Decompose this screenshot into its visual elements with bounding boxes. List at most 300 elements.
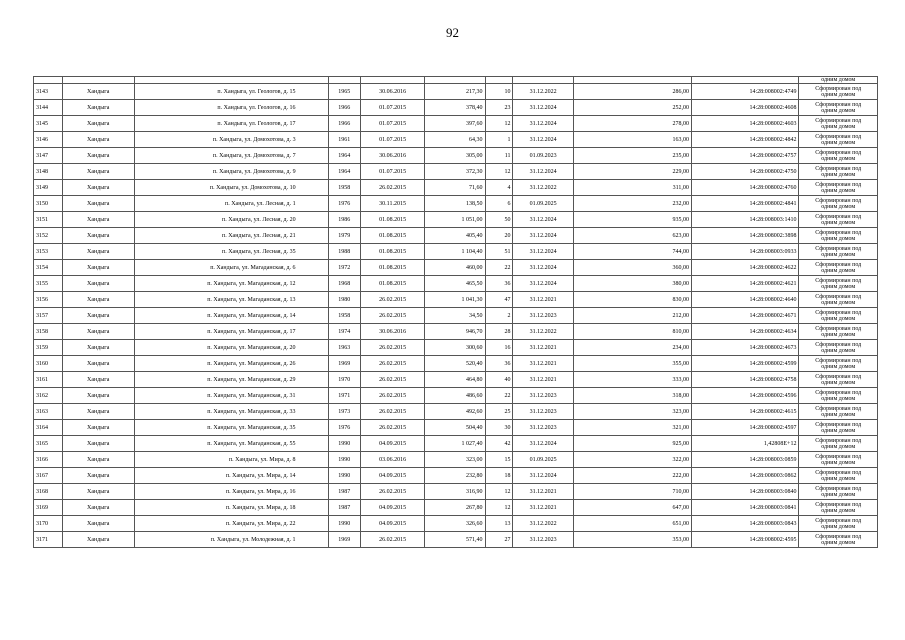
cell-area: 571,40	[425, 532, 485, 548]
cell-area: 316,90	[425, 484, 485, 500]
cell-locality: Хандыга	[63, 324, 135, 340]
cell-area: 378,40	[425, 100, 485, 116]
cell-cadastral-number: 14:28:008003:0862	[691, 468, 799, 484]
cell-year-built: 1963	[328, 340, 360, 356]
cell-residents: 47	[485, 292, 513, 308]
cell-residents: 36	[485, 356, 513, 372]
cell-land-area: 163,00	[573, 132, 691, 148]
cell-residents: 20	[485, 228, 513, 244]
cell-status-line: Сформирован под	[815, 293, 862, 300]
cell-number: 3160	[34, 356, 63, 372]
cell-date-end: 31.12.2022	[513, 324, 573, 340]
cell-residents: 10	[485, 84, 513, 100]
cell-year-built: 1969	[328, 532, 360, 548]
cell-status-line: Сформирован под	[815, 101, 862, 108]
cell-status	[799, 148, 878, 164]
cell-year-built: 1990	[328, 468, 360, 484]
cell-year-built: 1976	[328, 420, 360, 436]
cell-address: п. Хандыга, ул. Магаданская, д. 13	[135, 292, 329, 308]
cell-number: 3159	[34, 340, 63, 356]
cell-number: 3153	[34, 244, 63, 260]
cell-address: п. Хандыга, ул. Магаданская, д. 20	[135, 340, 329, 356]
cell-status-line: Сформирован под	[815, 245, 862, 252]
cell-status-line: одним домом	[821, 475, 856, 482]
cell-date-end: 31.12.2024	[513, 100, 573, 116]
cell-date-start: 04.09.2015	[360, 436, 425, 452]
cell-status	[799, 484, 878, 500]
cell-locality: Хандыга	[63, 372, 135, 388]
cell-land-area: 710,00	[573, 484, 691, 500]
cell-residents: 1	[485, 132, 513, 148]
cell-year-built: 1974	[328, 324, 360, 340]
cell-year-built: 1990	[328, 452, 360, 468]
cell-land-area: 651,00	[573, 516, 691, 532]
cell-area: 305,00	[425, 148, 485, 164]
cell-number: 3165	[34, 436, 63, 452]
cell-number: 3166	[34, 452, 63, 468]
cell-status-line: Сформирован под	[815, 469, 862, 476]
cell-date-start: 30.11.2015	[360, 196, 425, 212]
cell-number: 3158	[34, 324, 63, 340]
cell-cadastral-number: 14:28:008003:1410	[691, 212, 799, 228]
table-body	[34, 77, 878, 548]
cell-status-line: одним домом	[821, 523, 856, 530]
cell-date-start: 26.02.2015	[360, 420, 425, 436]
cell-year-built: 1958	[328, 180, 360, 196]
cell-area: 504,40	[425, 420, 485, 436]
cell-status-line: одним домом	[821, 123, 856, 130]
cell-address: п. Хандыга, ул. Магаданская, д. 55	[135, 436, 329, 452]
cell-year-built: 1969	[328, 356, 360, 372]
cell-land-area: 355,00	[573, 356, 691, 372]
cell-status-line: одним домом	[821, 331, 856, 338]
cell-status	[799, 292, 878, 308]
cell-number: 3143	[34, 84, 63, 100]
cell-address: п. Хандыга, ул. Магаданская, д. 12	[135, 276, 329, 292]
cell-status-line: одним домом	[821, 507, 856, 514]
cell-date-start: 26.02.2015	[360, 340, 425, 356]
cell-land-area: 212,00	[573, 308, 691, 324]
cell-date-end: 31.12.2023	[513, 388, 573, 404]
cell-locality: Хандыга	[63, 132, 135, 148]
cell-year-built: 1976	[328, 196, 360, 212]
cell-number: 3164	[34, 420, 63, 436]
cell-land-area: 229,00	[573, 164, 691, 180]
cell-cadastral-number: 14:28:008002:4640	[691, 292, 799, 308]
cell-year-built: 1971	[328, 388, 360, 404]
cell-status-line: Сформирован под	[815, 389, 862, 396]
cell-area: 71,60	[425, 180, 485, 196]
cell-residents: 18	[485, 468, 513, 484]
cell-area: 397,60	[425, 116, 485, 132]
cell-land-area: 234,00	[573, 340, 691, 356]
cell-status-line: Сформирован под	[815, 181, 862, 188]
cell-locality: Хандыга	[63, 180, 135, 196]
cell-date-start: 01.07.2015	[360, 116, 425, 132]
cell-date-start: 01.08.2015	[360, 228, 425, 244]
cell-land-area: 252,00	[573, 100, 691, 116]
cell-locality: Хандыга	[63, 404, 135, 420]
table-row	[34, 388, 878, 404]
cell-locality: Хандыга	[63, 228, 135, 244]
table-row	[34, 516, 878, 532]
cell-number: 3162	[34, 388, 63, 404]
cell-residents: 6	[485, 196, 513, 212]
cell-status	[799, 164, 878, 180]
cell-number: 3155	[34, 276, 63, 292]
cell-area: 1 027,40	[425, 436, 485, 452]
table-row	[34, 148, 878, 164]
cell-number: 3148	[34, 164, 63, 180]
cell-residents: 11	[485, 148, 513, 164]
cell-status	[799, 116, 878, 132]
cell-date-start: 03.06.2016	[360, 452, 425, 468]
cell-status-line: одним домом	[821, 299, 856, 306]
cell-status	[799, 324, 878, 340]
cell-address: п. Хандыга, ул. Лесная, д. 35	[135, 244, 329, 260]
cell-status-line: одним домом	[821, 171, 856, 178]
cell-status-line: одним домом	[821, 107, 856, 114]
cell-number: 3170	[34, 516, 63, 532]
cell-status-line: Сформирован под	[815, 437, 862, 444]
cell-year-built: 1966	[328, 116, 360, 132]
cell-land-area: 935,00	[573, 212, 691, 228]
cell-status-line: Сформирован под	[815, 517, 862, 524]
cell-address: п. Хандыга, ул. Домохотова, д. 9	[135, 164, 329, 180]
cell-land-area: 830,00	[573, 292, 691, 308]
cell-locality: Хандыга	[63, 100, 135, 116]
cell-number: 3161	[34, 372, 63, 388]
cell-address: п. Хандыга, ул. Молодежная, д. 1	[135, 532, 329, 548]
cell-locality: Хандыга	[63, 340, 135, 356]
cell-area: 1 104,40	[425, 244, 485, 260]
cell-area: 1 041,30	[425, 292, 485, 308]
cell-locality: Хандыга	[63, 84, 135, 100]
cell-residents: 16	[485, 340, 513, 356]
cell-address: п. Хандыга, ул. Геологов, д. 15	[135, 84, 329, 100]
cell-cadastral-number: 14:28:008002:4673	[691, 340, 799, 356]
cell-area: 267,80	[425, 500, 485, 516]
cell-locality: Хандыга	[63, 500, 135, 516]
cell-date-end: 31.12.2024	[513, 260, 573, 276]
cell-number: 3169	[34, 500, 63, 516]
cell-locality: Хандыга	[63, 276, 135, 292]
cell-cadastral-number: 14:28:008002:3898	[691, 228, 799, 244]
cell-residents: 42	[485, 436, 513, 452]
cell-date-start: 26.02.2015	[360, 292, 425, 308]
cell-number: 3152	[34, 228, 63, 244]
cell-cadastral-number: 14:28:008002:4597	[691, 420, 799, 436]
cell-cadastral-number: 14:28:008002:4760	[691, 180, 799, 196]
cell-status	[799, 532, 878, 548]
cell-address: п. Хандыга, ул. Домохотова, д. 3	[135, 132, 329, 148]
cell-status	[799, 420, 878, 436]
cell-cadastral-number: 1,42808E+12	[691, 436, 799, 452]
cell-status	[799, 388, 878, 404]
table-row	[34, 132, 878, 148]
cell-status-line: Сформирован под	[815, 325, 862, 332]
cell-number: 3151	[34, 212, 63, 228]
cell-address: п. Хандыга, ул. Магаданская, д. 31	[135, 388, 329, 404]
cell-residents: 40	[485, 372, 513, 388]
cell-number: 3156	[34, 292, 63, 308]
cell-status-line: одним домом	[821, 459, 856, 466]
cell-year-built: 1965	[328, 84, 360, 100]
cell-date-start: 26.02.2015	[360, 180, 425, 196]
cell-date-end: 31.12.2024	[513, 116, 573, 132]
cell-date-start: 01.07.2015	[360, 100, 425, 116]
cell-year-built: 1961	[328, 132, 360, 148]
cell-number: 3150	[34, 196, 63, 212]
cell-status-line: Сформирован под	[815, 197, 862, 204]
cell-status-line: одним домом	[821, 203, 856, 210]
cell-locality: Хандыга	[63, 452, 135, 468]
cell-land-area: 647,00	[573, 500, 691, 516]
cell-land-area: 235,00	[573, 148, 691, 164]
cell-residents: 12	[485, 116, 513, 132]
cell-land-area: 623,00	[573, 228, 691, 244]
cell-date-end: 01.09.2025	[513, 452, 573, 468]
cell-year-built: 1958	[328, 308, 360, 324]
cell-residents: 22	[485, 388, 513, 404]
cell-locality: Хандыга	[63, 164, 135, 180]
cell-date-end: 31.12.2024	[513, 164, 573, 180]
cell-status-line: Сформирован под	[815, 117, 862, 124]
cell-date-end: 31.12.2023	[513, 420, 573, 436]
cell-address: п. Хандыга, ул. Домохотова, д. 7	[135, 148, 329, 164]
cell-date-start: 01.07.2015	[360, 164, 425, 180]
cell-date-start: 26.02.2015	[360, 308, 425, 324]
table-row	[34, 308, 878, 324]
cell-status-line: одним домом	[821, 283, 856, 290]
cell-number: 3163	[34, 404, 63, 420]
cell-area: 1 051,00	[425, 212, 485, 228]
cell-cadastral-number: 14:28:008003:0843	[691, 516, 799, 532]
cell-land-area: 323,00	[573, 404, 691, 420]
cell-status-line: одним домом	[821, 187, 856, 194]
cell-status-line: Сформирован под	[815, 533, 862, 540]
cell-locality: Хандыга	[63, 244, 135, 260]
cell-status-line: одним домом	[821, 219, 856, 226]
cell-status-line: одним домом	[821, 491, 856, 498]
cell-status	[799, 196, 878, 212]
cell-address: п. Хандыга, ул. Геологов, д. 16	[135, 100, 329, 116]
cell-address: п. Хандыга, ул. Мира, д. 8	[135, 452, 329, 468]
cell-number: 3171	[34, 532, 63, 548]
cell-status-line: Сформирован под	[815, 453, 862, 460]
cell-date-end: 31.12.2022	[513, 516, 573, 532]
cell-year-built: 1979	[328, 228, 360, 244]
cell-status	[799, 276, 878, 292]
cell-locality: Хандыга	[63, 148, 135, 164]
cell-cadastral-number: 14:28:008003:0841	[691, 500, 799, 516]
cell-land-area: 744,00	[573, 244, 691, 260]
cell-land-area: 353,00	[573, 532, 691, 548]
cell-status-line: Сформирован под	[815, 501, 862, 508]
cell-residents: 25	[485, 404, 513, 420]
table-row	[34, 164, 878, 180]
cell-number: 3168	[34, 484, 63, 500]
cell-area: 520,40	[425, 356, 485, 372]
cell-land-area: 318,00	[573, 388, 691, 404]
cell-date-end: 01.09.2023	[513, 148, 573, 164]
cell-date-start: 04.09.2015	[360, 468, 425, 484]
cell-date-start: 26.02.2015	[360, 388, 425, 404]
cell-area: 372,30	[425, 164, 485, 180]
cell-cadastral-number: 14:28:008003:0859	[691, 452, 799, 468]
cell-status-line: одним домом	[821, 251, 856, 258]
cell-land-area: 222,00	[573, 468, 691, 484]
cell-land-area: 360,00	[573, 260, 691, 276]
cell-year-built: 1980	[328, 292, 360, 308]
cell-residents: 4	[485, 180, 513, 196]
cell-residents: 12	[485, 164, 513, 180]
cell-land-area: 278,00	[573, 116, 691, 132]
cell-address: п. Хандыга, ул. Магаданская, д. 6	[135, 260, 329, 276]
cell-cadastral-number: 14:28:008002:4842	[691, 132, 799, 148]
cell-status-line: Сформирован под	[815, 405, 862, 412]
cell-date-start: 26.02.2015	[360, 484, 425, 500]
cell-area: 323,00	[425, 452, 485, 468]
cell-status-line: Сформирован под	[815, 165, 862, 172]
table-row	[34, 436, 878, 452]
cell-residents: 50	[485, 212, 513, 228]
cell-date-start: 26.02.2015	[360, 532, 425, 548]
cell-cadastral-number: 14:28:008002:4622	[691, 260, 799, 276]
cell-date-start: 01.08.2015	[360, 212, 425, 228]
cell-status-line: одним домом	[821, 443, 856, 450]
table-row	[34, 372, 878, 388]
cell-status-line: одним домом	[821, 379, 856, 386]
cell-cadastral-number: 14:28:008002:4758	[691, 372, 799, 388]
cell-year-built: 1968	[328, 276, 360, 292]
cell-address: п. Хандыга, ул. Мира, д. 14	[135, 468, 329, 484]
cell-status	[799, 100, 878, 116]
cell-cadastral-number: 14:28:008002:4749	[691, 84, 799, 100]
cell-date-start: 01.08.2015	[360, 276, 425, 292]
cell-locality: Хандыга	[63, 484, 135, 500]
cell-cadastral-number: 14:28:008003:0933	[691, 244, 799, 260]
cell-land-area: 232,00	[573, 196, 691, 212]
cell-status	[799, 84, 878, 100]
table-row	[34, 292, 878, 308]
cell-residents: 22	[485, 260, 513, 276]
cell-address: п. Хандыга, ул. Магаданская, д. 26	[135, 356, 329, 372]
cell-status	[799, 308, 878, 324]
cell-status	[799, 452, 878, 468]
cell-year-built: 1990	[328, 516, 360, 532]
cell-status-continued: одним домом	[799, 77, 878, 84]
cell-cadastral-number: 14:28:008002:4750	[691, 164, 799, 180]
cell-status	[799, 260, 878, 276]
cell-status-line: одним домом	[821, 347, 856, 354]
table-row	[34, 356, 878, 372]
cell-status	[799, 132, 878, 148]
cell-status-line: Сформирован под	[815, 229, 862, 236]
table-row	[34, 212, 878, 228]
cell-date-end: 31.12.2021	[513, 292, 573, 308]
cell-locality: Хандыга	[63, 308, 135, 324]
cell-cadastral-number: 14:28:008002:4596	[691, 388, 799, 404]
cell-cadastral-number: 14:28:008002:4757	[691, 148, 799, 164]
cell-date-start: 04.09.2015	[360, 516, 425, 532]
cell-date-start: 01.08.2015	[360, 244, 425, 260]
cell-year-built: 1988	[328, 244, 360, 260]
cell-date-end: 31.12.2021	[513, 340, 573, 356]
cell-land-area: 925,00	[573, 436, 691, 452]
cell-cadastral-number: 14:28:008002:4599	[691, 356, 799, 372]
cell-date-end: 31.12.2021	[513, 500, 573, 516]
cell-area: 326,60	[425, 516, 485, 532]
cell-status	[799, 468, 878, 484]
cell-address: п. Хандыга, ул. Магаданская, д. 33	[135, 404, 329, 420]
cell-date-end: 31.12.2023	[513, 532, 573, 548]
cell-locality: Хандыга	[63, 468, 135, 484]
cell-status	[799, 436, 878, 452]
cell-residents: 15	[485, 452, 513, 468]
cell-cadastral-number: 14:28:008002:4621	[691, 276, 799, 292]
cell-status-line: Сформирован под	[815, 149, 862, 156]
cell-number: 3154	[34, 260, 63, 276]
cell-year-built: 1972	[328, 260, 360, 276]
cell-date-end: 31.12.2021	[513, 484, 573, 500]
cell-residents: 13	[485, 516, 513, 532]
cell-status-line: одним домом	[821, 91, 856, 98]
cell-date-start: 04.09.2015	[360, 500, 425, 516]
cell-date-end: 31.12.2023	[513, 404, 573, 420]
cell-area: 464,80	[425, 372, 485, 388]
cell-address: п. Хандыга, ул. Лесная, д. 21	[135, 228, 329, 244]
cell-land-area: 333,00	[573, 372, 691, 388]
cell-address: п. Хандыга, ул. Магаданская, д. 35	[135, 420, 329, 436]
cell-residents: 27	[485, 532, 513, 548]
cell-status-line: Сформирован под	[815, 213, 862, 220]
cell-year-built: 1964	[328, 164, 360, 180]
table-row	[34, 532, 878, 548]
cell-cadastral-number: 14:28:008002:4608	[691, 100, 799, 116]
cell-number: 3146	[34, 132, 63, 148]
cell-land-area: 322,00	[573, 452, 691, 468]
cell-status-line: одним домом	[821, 155, 856, 162]
table-row	[34, 404, 878, 420]
cell-date-start: 26.02.2015	[360, 356, 425, 372]
cell-status-line: одним домом	[821, 363, 856, 370]
cell-land-area: 321,00	[573, 420, 691, 436]
cell-date-end: 01.09.2025	[513, 196, 573, 212]
cell-locality: Хандыга	[63, 420, 135, 436]
cell-locality: Хандыга	[63, 532, 135, 548]
cell-cadastral-number: 14:28:008002:4634	[691, 324, 799, 340]
cell-locality: Хандыга	[63, 388, 135, 404]
cell-status-line: одним домом	[821, 267, 856, 274]
cell-year-built: 1964	[328, 148, 360, 164]
cell-year-built: 1966	[328, 100, 360, 116]
cell-status-line: одним домом	[821, 539, 856, 546]
cell-number: 3144	[34, 100, 63, 116]
cell-status-line: Сформирован под	[815, 373, 862, 380]
cell-land-area: 286,00	[573, 84, 691, 100]
cell-date-end: 31.12.2024	[513, 228, 573, 244]
cell-date-start: 26.02.2015	[360, 372, 425, 388]
housing-registry-table	[33, 76, 878, 548]
cell-date-end: 31.12.2021	[513, 356, 573, 372]
cell-address: п. Хандыга, ул. Магаданская, д. 17	[135, 324, 329, 340]
table-row	[34, 84, 878, 100]
cell-address: п. Хандыга, ул. Лесная, д. 1	[135, 196, 329, 212]
cell-locality: Хандыга	[63, 516, 135, 532]
page-number: 92	[446, 25, 459, 40]
cell-residents: 30	[485, 420, 513, 436]
